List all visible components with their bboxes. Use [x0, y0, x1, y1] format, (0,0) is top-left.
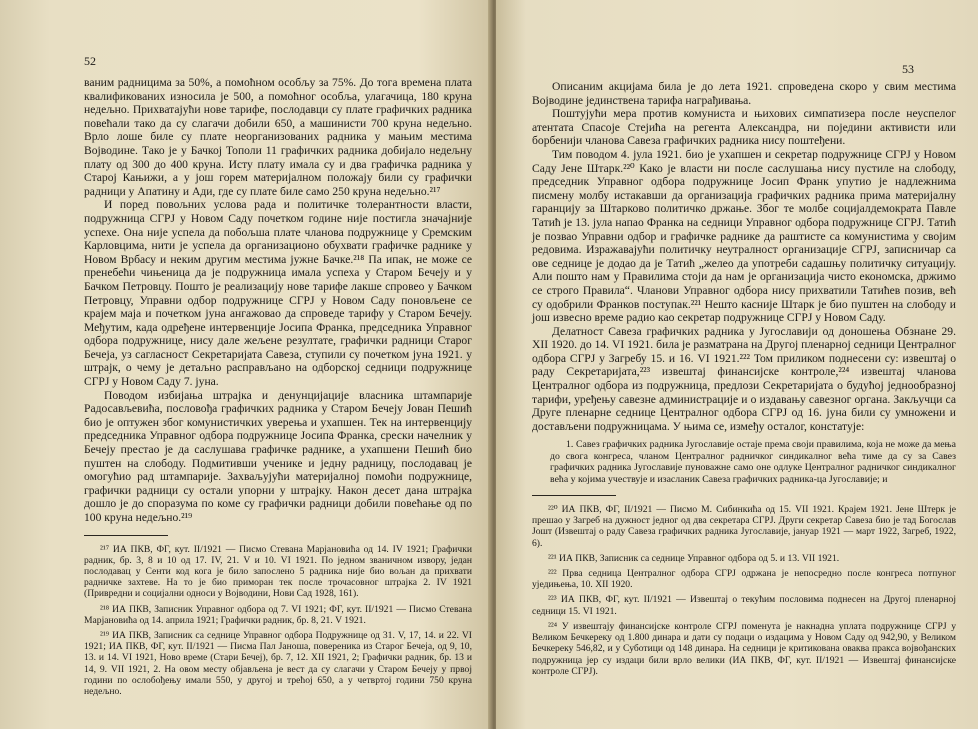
- footnote-224: ²²⁴ У извештају финансијске контроле СГРЈ поменута је накнадна уплата подружнице СГРЈ у Великом Бечкереку од 1.800 динара и дати су подаци о издацима у Новом Саду од 942,90, у Великом Бечкереку 546,82, и у Суботици од 148 динара. На седници је критикована оваква пракса војвођанских подружница јер су издаци били врло велики (ИА ПКВ, ФГ, кут. II/1921 — Извештај финансијске контроле СГРЈ).: [532, 620, 956, 677]
- footnote-217: ²¹⁷ ИА ПКВ, ФГ, кут. II/1921 — Писмо Стевана Марјановића од 14. IV 1921; Графички радник, бр. 3, 8 и 10 од 17. IV, 21. V и 10. VI 1921. По једном званичном извору, један послодавац у Сенти код кога је било запослено 5 радника није био вољан да прихвати радничке захтеве. На то је био приморан тек после трочасовног штрајка 2. IV 1921 (Привредни и социјални односи у Војводини, Нови Сад 1928, 161).: [84, 543, 472, 600]
- left-paragraph-1: ваним радницима за 50%, а помоћном особљу за 75%. До тога времена плата квалификованих износила је 500, а помоћног особља, улагачица, 180 круна недељно. Прихватајући нове тарифе, послодавци су плате графичких радника повећали тако да су слагачи добили 650, а машинисти 700 круна недељно. Врло лоше биле су плате неорганизованих радника у мањим местима Војводине. Тако је у Бачкој Тополи 11 графичких радника добијало недељну плату од 300 до 400 круна. Исту плату имала су и два графичка радника у Старој Кањижи, а у још горем материјалном положају били су графички радници у Апатину и Ади, где су плате биле само 250 круна недељно.²¹⁷: [84, 76, 472, 198]
- right-page: [496, 0, 978, 729]
- page-number-right: 53: [902, 62, 914, 76]
- footnote-223: ²²³ ИА ПКВ, ФГ, кут. II/1921 — Извештај о текућим пословима поднесен на Другој пленарној седници 15. VI 1921.: [532, 594, 956, 617]
- left-body-text: [84, 76, 472, 525]
- footnote-divider-left: [84, 535, 168, 536]
- quoted-conclusion: [532, 439, 956, 485]
- right-paragraph-4: Делатност Савеза графичких радника у Југославији од доношења Обзнане 29. XII 1920. до 14. VI 1921. била је разматрана на Другој пленарној седници Централног одбора СГРЈ у Загребу 15. и 16. VI 1921.²²² Том приликом поднесени су: извештај о раду Секретаријата,²²³ извештај финансијске контроле,²²⁴ извештај чланова Централног одбора из подружница, предлози Секретаријата о будућој једнообразној тарифи, уређењу савезне администрације и о издавању савезног органа. Закључци са Друге пленарне седнице Централног одбора СГРЈ од 16. јуна били су умножени и достављени подружницама. У њима се, између осталог, констатује:: [532, 324, 956, 433]
- footnote-divider-right: [532, 495, 616, 496]
- footnote-221: ²²¹ ИА ПКВ, Записник са седнице Управног одбора од 5. и 13. VII 1921.: [548, 552, 840, 564]
- left-paragraph-2: И поред повољних услова рада и политичке толерантности власти, подружница СГРЈ у Новом Саду почетком године није постигла значајније успехе. Она није успела да побољша плате чланова подружнице у Сремским Карловцима, нити је успела да организационо обухвати графичке раднике у Новом Врбасу и неким другим местима јужне Бачке.²¹⁸ Па ипак, не може се пренебећи чињеница да је подружница имала успеха у Старом Бечеју и у Бачком Петровцу. Пошто је реализацију нове тарифе лакше спровео у Бачком Петровцу, Управни одбор подружнице СГРЈ у Новом Саду поновљене се крајем маја и почетком јуна ангажовао да спроведе тарифу у Старом Бечеју. Међутим, када одређене интервенције Јосипа Франка, председника Управног одбора подружнице, нису дале жељене резултате, графички радници Старог Бечеја, уз сагласност Секретаријата Савеза, ступили су почетком јуна 1921. у штрајк, о чему је детаљно расправљано на одборској седници подружнице СГРЈ у Новом Саду 7. јуна.: [84, 198, 472, 389]
- page-number-left: 52: [84, 54, 96, 68]
- quote-text: 1. Савез графичких радника Југославије остаје према своји правилима, која не може да мења до свога конгреса, чланом Централног радничког синдикалног већа тиме да су за Савез графичких радника Југославије пуноважне само оне одлуке Централног радничког синдикалног већа у којима учествује и изасланик Савеза графичких радника-ца Југославије; и: [550, 439, 956, 485]
- left-footnotes: [84, 544, 472, 698]
- right-paragraph-3: Тим поводом 4. јула 1921. био је ухапшен и секретар подружнице СГРЈ у Новом Саду Јене Штарк.²²⁰ Како је власти ни после саслушања нису пустиле на слободу, председник Управног одбора подружнице Јосип Франк упутио је надлежнима писмену молбу истакавши да организација графичких радника прима материјалну гаранцију за Штарково политичко држање. Због те молбе социјалдемократа Павле Татић је 13. јула напао Франка на седници Управног одбора подружнице СГРЈ. Татић је позвао Управни одбор и графичке раднике да раштисте са комунистима у својим редовима. Изражавајући политичку неутралност организације СГРЈ, записничар са ове седнице је додао да је Татић „желео да употреби садашњу политичку ситуацију. Али пошто нам у Правилима стоји да нам је организација чисто економска, држимо се строго Правила“. Чланови Управног одбора нису прихватили Татићев позив, већ су одобрили Франков поступак.²²¹ Нешто касније Штарк је био пуштен на слободу и још извесно време радио као секретар подружнице СГРЈ у Новом Саду.: [532, 147, 956, 325]
- footnote-220: ²²⁰ ИА ПКВ, ФГ, II/1921 — Писмо М. Сибинкића од 15. VII 1921. Крајем 1921. Јене Штерк је прешао у Загреб на дужност једног од два секретара СГРЈ. Други секретар Савеза био је тад Богослав Јошт (Извештај о раду Савеза графичких радника Југославије, јануар 1921 — март 1922, Загреб, 1922, 6).: [532, 504, 956, 549]
- footnote-218: ²¹⁸ ИА ПКВ, Записник Управног одбора од 7. VI 1921; ФГ, кут. II/1921 — Писмо Стевана Марјановића од 14. априла 1921; Графички радник, бр. 8, 21. V 1921.: [84, 603, 472, 626]
- footnote-222: ²²² Прва седница Централног одбора СГРЈ одржана је непосредно после конгреса потпуног уједињења, 10. XII 1920.: [532, 568, 956, 591]
- right-footnotes: [532, 504, 956, 677]
- right-paragraph-1: Описаним акцијама била је до лета 1921. спроведена скоро у свим местима Војводине јединствена тарифа награђивања.: [532, 80, 956, 107]
- right-paragraph-2: Поштујући мера против комуниста и њихових симпатизера после неуспелог атентата Спасоје Стејића на регента Александра, ни поједини активисти или борбенији чланова Савеза графичких радника нису поштеђени.: [532, 107, 956, 148]
- footnote-219: ²¹⁹ ИА ПКВ, Записник са седнице Управног одбора Подружнице од 31. V, 17, 14. и 22. VI 1921; ИА ПКВ, ФГ, кут. II/1921 — Писма Пал Јаноша, повереника из Старог Бечеја, од 9, 10, 13. и 14. VI 1921, Ново време (Стари Бечеј), бр. 7, 12. XII 1921, 2; Графички радник, бр. 13 и 14, 9. VII 1921, 2. На овом месту објављена је вест да су слагачи у Старом Бечеју у првој години по ослобођењу имали 550, у другој и трећој 650, а у четвртој години 750 круна недељно.: [84, 630, 472, 698]
- right-body-text: [532, 80, 956, 433]
- left-paragraph-3: Поводом избијања штрајка и денунцијације власника штампарије Радосављевића, пословођа графичких радника у Старом Бечеју Јован Пешић био је оптужен због комунистичких уверења и ухапшен. Тек на интервенцију председника Управног одбора подружнице Јосипа Франка, срески начелник у Бечеју престао је да саслушава графичке раднике, а ухапшени Пешић био пуштен на слободу. Подмитивши ученике и једну радницу, послодавац је омогућио рад штампарије. Захваљујући материјалној помоћи подружнице, графички радници су остали упорни у штрајку. Након десет дана штрајка дошло је до споразума по коме су графички радници добили повећање од по 100 круна недељно.²¹⁹: [84, 388, 472, 524]
